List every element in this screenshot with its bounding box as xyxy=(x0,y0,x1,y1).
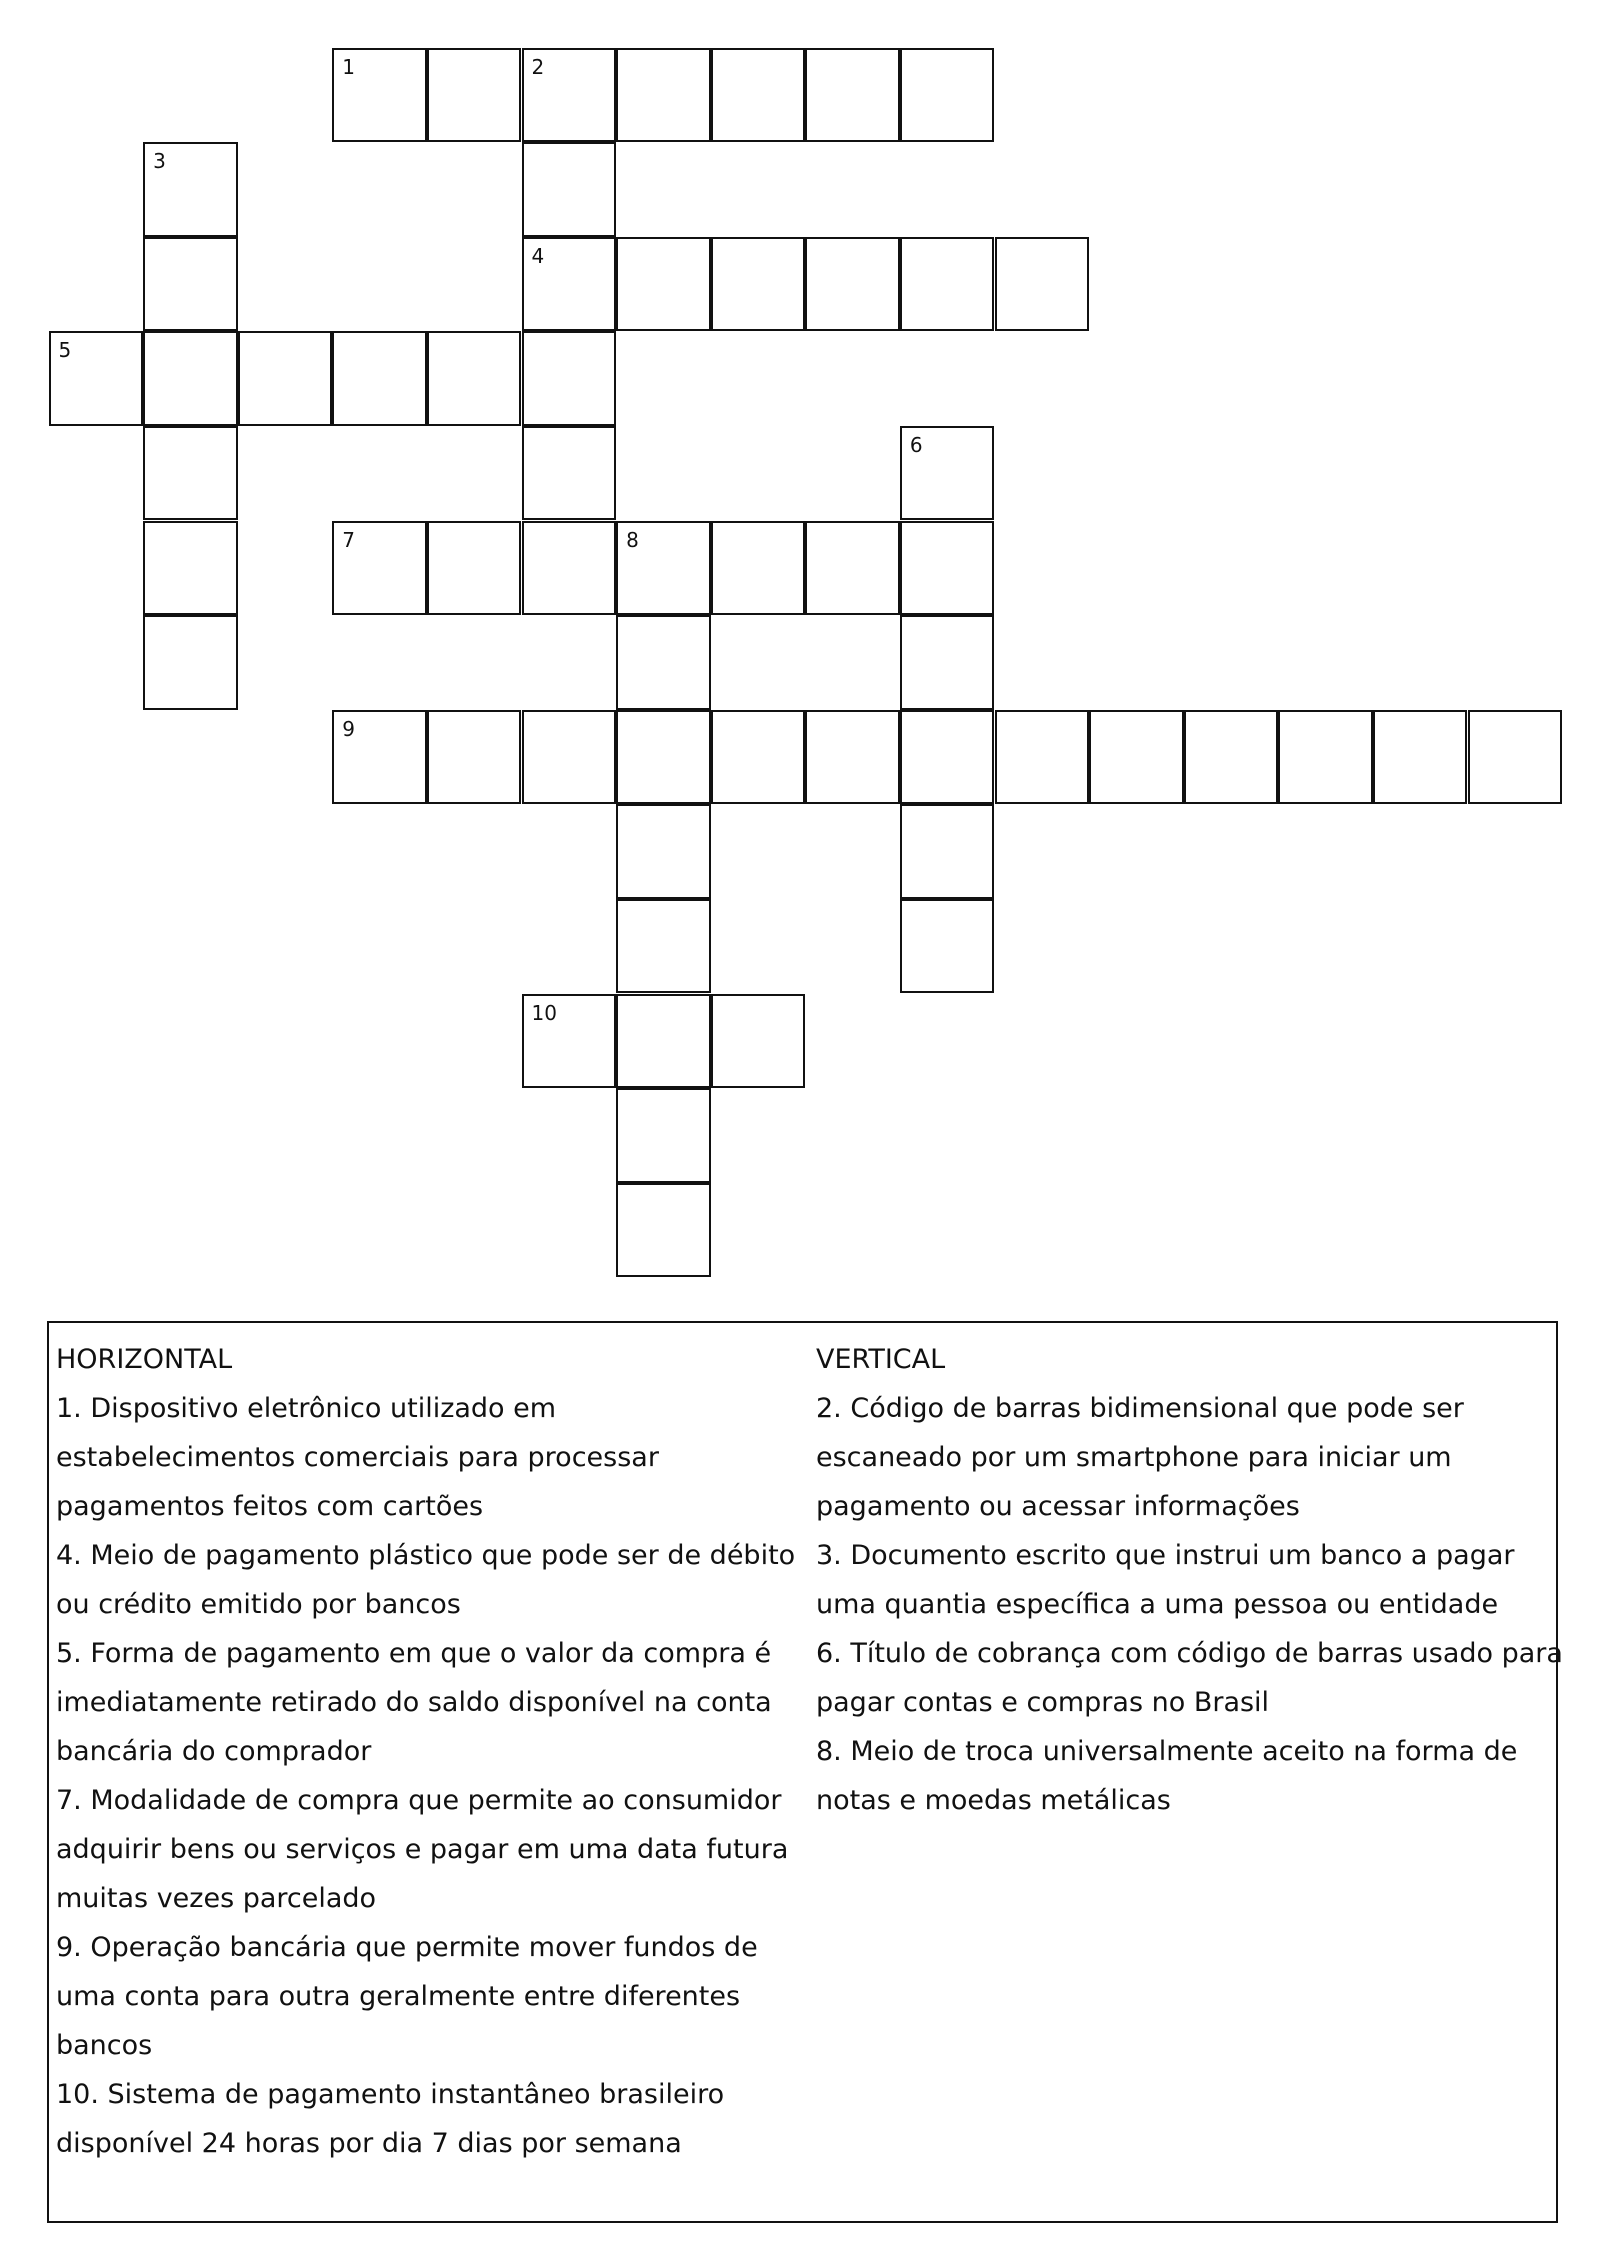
clue-line: imediatamente retirado do saldo disponível na conta xyxy=(56,1687,772,1718)
grid-cell[interactable] xyxy=(522,142,617,237)
grid-cell[interactable] xyxy=(332,521,427,616)
grid-cell[interactable] xyxy=(900,426,995,521)
grid-cell[interactable] xyxy=(616,710,711,805)
grid-cell[interactable] xyxy=(995,237,1090,332)
grid-cell[interactable] xyxy=(805,521,900,616)
clue-line: escaneado por um smartphone para iniciar um xyxy=(816,1442,1452,1473)
grid-cell[interactable] xyxy=(143,142,238,237)
grid-cell[interactable] xyxy=(522,426,617,521)
grid-cell[interactable] xyxy=(332,710,427,805)
grid-cell[interactable] xyxy=(143,426,238,521)
clue-line: 4. Meio de pagamento plástico que pode ser de débito xyxy=(56,1540,796,1571)
grid-cell[interactable] xyxy=(616,615,711,710)
grid-cell[interactable] xyxy=(616,1088,711,1183)
grid-cell[interactable] xyxy=(616,994,711,1089)
grid-cell[interactable] xyxy=(522,48,617,143)
clue-line: 7. Modalidade de compra que permite ao consumidor xyxy=(56,1785,782,1816)
grid-cell[interactable] xyxy=(1468,710,1563,805)
grid-cell[interactable] xyxy=(522,994,617,1089)
clue-line: bancos xyxy=(56,2030,153,2061)
clue-number: 3 xyxy=(153,149,166,174)
clue-number: 2 xyxy=(531,54,545,79)
vertical-heading: VERTICAL xyxy=(816,1344,946,1375)
grid-cell[interactable] xyxy=(711,237,806,332)
grid-cell[interactable] xyxy=(427,710,522,805)
grid-cell[interactable] xyxy=(805,237,900,332)
grid-cell[interactable] xyxy=(711,710,806,805)
grid-cell[interactable] xyxy=(616,48,711,143)
grid-cell[interactable] xyxy=(332,48,427,143)
clue-number: 7 xyxy=(342,527,356,552)
grid-cell[interactable] xyxy=(900,48,995,143)
grid-cell[interactable] xyxy=(900,237,995,332)
clue-line: 2. Código de barras bidimensional que pode ser xyxy=(816,1393,1464,1424)
clue-line: estabelecimentos comerciais para processar xyxy=(56,1442,659,1473)
clue-line: 6. Título de cobrança com código de barras usado para xyxy=(816,1638,1563,1669)
grid-cell[interactable] xyxy=(616,804,711,899)
grid-cell[interactable] xyxy=(522,521,617,616)
clue-number: 8 xyxy=(626,527,639,552)
clue-line: disponível 24 horas por dia 7 dias por semana xyxy=(56,2128,682,2159)
clue-number: 6 xyxy=(909,432,923,457)
clue-line: pagar contas e compras no Brasil xyxy=(816,1687,1270,1718)
grid-cell[interactable] xyxy=(900,521,995,616)
grid-cell[interactable] xyxy=(427,521,522,616)
clue-line: 5. Forma de pagamento em que o valor da compra é xyxy=(56,1638,772,1669)
grid-cell[interactable] xyxy=(616,521,711,616)
clue-number: 1 xyxy=(342,54,356,79)
clue-line: 8. Meio de troca universalmente aceito na forma de xyxy=(816,1736,1518,1767)
vertical-clues xyxy=(816,1335,1563,1825)
clue-line: uma quantia específica a uma pessoa ou entidade xyxy=(816,1589,1499,1620)
clue-line: bancária do comprador xyxy=(56,1736,372,1767)
grid-cell[interactable] xyxy=(616,1183,711,1278)
grid-cell[interactable] xyxy=(49,331,144,426)
grid-cell[interactable] xyxy=(711,48,806,143)
clue-line: ou crédito emitido por bancos xyxy=(56,1589,461,1620)
grid-cell[interactable] xyxy=(1184,710,1279,805)
grid-cell[interactable] xyxy=(900,710,995,805)
grid-cell[interactable] xyxy=(332,331,427,426)
grid-cell[interactable] xyxy=(616,237,711,332)
grid-cell[interactable] xyxy=(995,710,1090,805)
grid-cell[interactable] xyxy=(427,331,522,426)
clues-box xyxy=(47,1321,1563,2223)
horizontal-clues xyxy=(56,1335,801,2168)
grid-cell[interactable] xyxy=(143,237,238,332)
clue-line: 3. Documento escrito que instrui um banco a pagar xyxy=(816,1540,1515,1571)
clue-line: pagamentos feitos com cartões xyxy=(56,1491,484,1522)
clue-line: uma conta para outra geralmente entre diferentes xyxy=(56,1981,741,2012)
grid-cell[interactable] xyxy=(238,331,333,426)
grid-cell[interactable] xyxy=(900,615,995,710)
grid-cell[interactable] xyxy=(1278,710,1373,805)
grid-cell[interactable] xyxy=(805,710,900,805)
grid-cell[interactable] xyxy=(143,615,238,710)
grid-cell[interactable] xyxy=(805,48,900,143)
grid-cell[interactable] xyxy=(522,710,617,805)
clue-line: 10. Sistema de pagamento instantâneo brasileiro xyxy=(56,2079,725,2110)
clue-line: pagamento ou acessar informações xyxy=(816,1491,1300,1522)
grid-cell[interactable] xyxy=(616,899,711,994)
grid-cell[interactable] xyxy=(900,804,995,899)
clue-number: 5 xyxy=(58,338,72,363)
clue-line: notas e moedas metálicas xyxy=(816,1785,1171,1816)
horizontal-heading: HORIZONTAL xyxy=(56,1344,233,1375)
grid-cell[interactable] xyxy=(427,48,522,143)
grid-cell[interactable] xyxy=(711,994,806,1089)
grid-cell[interactable] xyxy=(711,521,806,616)
grid-cell[interactable] xyxy=(1089,710,1184,805)
grid-cell[interactable] xyxy=(900,899,995,994)
grid-cell[interactable] xyxy=(522,331,617,426)
clue-line: adquirir bens ou serviços e pagar em uma data futura xyxy=(56,1834,789,1865)
clue-line: 1. Dispositivo eletrônico utilizado em xyxy=(56,1393,557,1424)
clue-number: 4 xyxy=(531,243,545,268)
clue-line: 9. Operação bancária que permite mover fundos de xyxy=(56,1932,758,1963)
grid-cell[interactable] xyxy=(522,237,617,332)
grid-cell[interactable] xyxy=(1373,710,1468,805)
clue-line: muitas vezes parcelado xyxy=(56,1883,377,1914)
clue-number: 9 xyxy=(342,716,356,741)
grid-cell[interactable] xyxy=(143,521,238,616)
grid-cell[interactable] xyxy=(143,331,238,426)
clue-number: 10 xyxy=(531,1000,557,1025)
